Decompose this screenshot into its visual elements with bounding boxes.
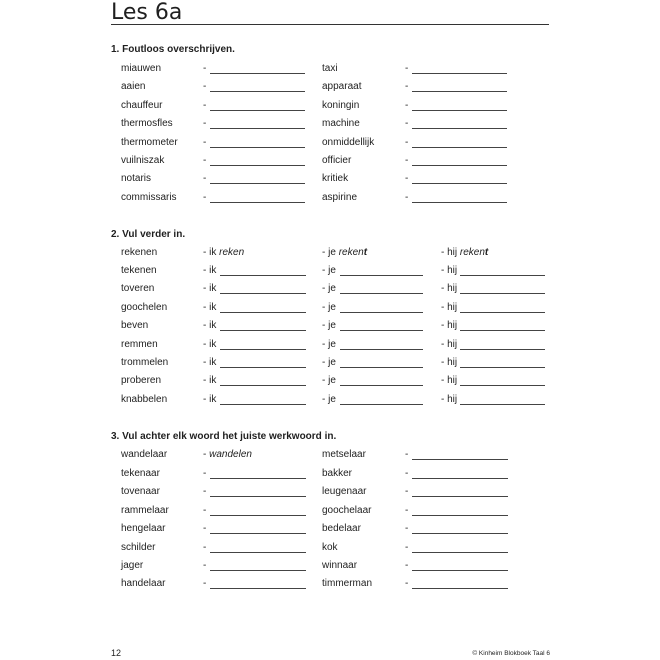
answer-line-left[interactable] [210,588,306,589]
conjugation-row [0,320,660,334]
word-right: officier [322,155,352,166]
pronoun: - hij [441,393,458,405]
noun-left: handelaar [121,578,166,590]
verb: beven [121,320,149,332]
noun-row [0,542,660,556]
pronoun: - je [322,393,336,405]
answer-line[interactable] [460,275,545,276]
dash: - [405,504,409,516]
example-je-answer [339,247,367,258]
verb: toveren [121,283,155,295]
section-3-heading: 3. Vul achter elk woord het juiste werkwoord in. [111,431,337,442]
answer-line-left[interactable] [210,533,306,534]
copy-row [0,137,660,151]
example-ik-pronoun: - ik [203,247,217,258]
dash: - [405,81,409,93]
dash: - [405,541,409,553]
noun-row [0,560,660,574]
pronoun: - ik [203,265,217,276]
conjugation-row [0,302,660,316]
pronoun: - hij [441,265,458,276]
dash: - [203,155,207,166]
dash: - [203,468,207,479]
conjugation-row [0,339,660,353]
example-je-pronoun: - je [322,247,336,258]
dash: - [203,136,207,148]
dash: - [203,99,207,111]
answer-line[interactable] [460,312,545,313]
dash: - [405,136,409,148]
dash: - [203,541,207,553]
verb: remmen [121,338,158,350]
word-left: commissaris [121,191,177,203]
word-right: kritiek [322,173,349,185]
noun-row [0,523,660,537]
noun-right: leugenaar [322,486,367,498]
answer-line[interactable] [340,367,423,368]
pronoun: - hij [441,375,458,387]
pronoun: - hij [441,320,458,332]
answer-line[interactable] [340,293,423,294]
word-right: taxi [322,63,338,74]
dash: - [203,118,207,130]
dash: - [203,578,207,590]
pronoun: - ik [203,283,217,295]
word-left: thermometer [121,136,178,148]
example-je [322,247,367,259]
answer-line-right[interactable] [412,147,507,148]
copy-row [0,118,660,132]
answer-line[interactable] [220,349,306,350]
dash: - [405,523,409,535]
dash: - [203,486,207,498]
dash: - [405,560,409,571]
pronoun: - je [322,283,336,295]
dash: - [405,191,409,203]
dash: - [405,173,409,185]
example-noun: wandelaar [121,449,168,460]
answer-line-right[interactable] [412,533,508,534]
section-1-heading: 1. Foutloos overschrijven. [111,44,235,55]
noun-right: kok [322,541,338,553]
answer-line[interactable] [412,459,508,460]
answer-line-left[interactable] [210,73,305,74]
answer-line[interactable] [340,275,423,276]
section-3-example-row [0,449,660,463]
noun-left: rammelaar [121,504,169,516]
conjugation-row [0,357,660,371]
word-left: chauffeur [121,99,163,111]
answer-line-right[interactable] [412,570,508,571]
answer-line[interactable] [340,349,423,350]
conjugation-row [0,394,660,408]
word-right: apparaat [322,81,362,93]
copy-row [0,192,660,206]
noun-right: timmerman [322,578,373,590]
example-hij-answer-stem: reken [459,247,485,258]
pronoun: - je [322,338,336,350]
example-hij-answer-ending: t [484,247,489,258]
dash: - [405,155,409,166]
page-title: Les 6a [111,0,183,25]
answer-line[interactable] [220,404,306,405]
example-hij-answer [460,247,488,258]
dash: - [203,173,207,185]
pronoun: - je [322,375,336,387]
example-hij [441,247,488,259]
pronoun: - ik [203,338,217,350]
answer-line-right[interactable] [412,515,508,516]
answer-line[interactable] [340,404,423,405]
verb: knabbelen [121,393,168,405]
copy-row [0,81,660,95]
answer-line-right[interactable] [412,165,507,166]
pronoun: - hij [441,283,458,295]
page-number: 12 [111,648,122,658]
noun-left: schilder [121,541,156,553]
dash: - [405,99,409,111]
example-ik-answer: reken [219,247,245,258]
answer-line-left[interactable] [210,202,305,203]
verb: proberen [121,375,162,387]
verb: tekenen [121,265,157,276]
dash: - [405,449,409,460]
answer-line[interactable] [460,293,545,294]
pronoun: - ik [203,357,217,368]
answer-line[interactable] [340,312,423,313]
noun-row [0,505,660,519]
verb: trommelen [121,357,169,368]
noun-right: bakker [322,468,353,479]
dash: - [203,63,207,74]
answer-line[interactable] [340,330,423,331]
answer-line[interactable] [460,349,545,350]
dash: - [203,504,207,516]
word-left: vuilniszak [121,155,165,166]
pronoun: - hij [441,357,458,368]
pronoun: - ik [203,301,217,313]
word-right: machine [322,118,360,130]
noun-right: goochelaar [322,504,372,516]
section-2-heading: 2. Vul verder in. [111,229,186,240]
answer-line-right[interactable] [412,496,508,497]
example-answer [203,449,252,461]
dash: - [203,191,207,203]
example-right-noun: metselaar [322,449,366,460]
answer-line[interactable] [220,293,306,294]
answer-line-right[interactable] [412,202,507,203]
section-2-example-row [0,247,660,261]
answer-line-left[interactable] [210,128,305,129]
answer-line-left[interactable] [210,110,305,111]
copy-row [0,155,660,169]
example-verb: rekenen [121,247,158,258]
noun-left: tekenaar [121,468,160,479]
pronoun: - ik [203,375,217,387]
dash: - [405,118,409,130]
noun-right: bedelaar [322,523,361,535]
verb: goochelen [121,301,168,313]
answer-line-left[interactable] [210,570,306,571]
noun-left: hengelaar [121,523,166,535]
answer-line-right[interactable] [412,478,508,479]
pronoun: - hij [441,301,458,313]
answer-line-right[interactable] [412,128,507,129]
answer-line[interactable] [460,330,545,331]
dash: - [405,486,409,498]
answer-line-left[interactable] [210,147,305,148]
answer-line[interactable] [220,385,306,386]
answer-line-left[interactable] [210,552,306,553]
pronoun: - je [322,265,336,276]
answer-line-left[interactable] [210,496,306,497]
example-ik [203,247,244,259]
example-hij-pronoun: - hij [441,247,458,258]
answer-line[interactable] [220,312,306,313]
noun-row [0,486,660,500]
answer-line-left[interactable] [210,165,305,166]
example-je-answer-stem: reken [338,247,364,258]
dash: - [203,560,207,571]
answer-line[interactable] [220,275,306,276]
pronoun: - ik [203,320,217,332]
dash: - [405,468,409,479]
answer-line-right[interactable] [412,588,508,589]
pronoun: - je [322,301,336,313]
word-left: thermosfles [121,118,173,130]
answer-line-right[interactable] [412,183,507,184]
pronoun: - ik [203,393,217,405]
noun-row [0,468,660,482]
answer-line-right[interactable] [412,91,507,92]
footer-credit: © Kinheim Blokboek Taal 6 [472,650,550,657]
answer-line-left[interactable] [210,478,306,479]
dash: - [203,523,207,535]
answer-line[interactable] [340,385,423,386]
answer-line-right[interactable] [412,110,507,111]
copy-row [0,100,660,114]
answer-line-right[interactable] [412,552,508,553]
word-left: notaris [121,173,152,185]
title-rule [111,24,549,25]
answer-line-left[interactable] [210,515,306,516]
dash: - [203,81,207,93]
word-right: aspirine [322,191,358,203]
copy-row [0,63,660,77]
example-je-answer-ending: t [363,247,368,258]
word-right: onmiddellijk [322,136,375,148]
answer-line[interactable] [460,367,545,368]
word-right: koningin [322,99,360,111]
noun-right: winnaar [322,560,358,571]
answer-line[interactable] [220,367,306,368]
word-left: aaien [121,81,146,93]
pronoun: - je [322,357,336,368]
word-left: miauwen [121,63,162,74]
noun-left: tovenaar [121,486,160,498]
answer-line-left[interactable] [210,91,305,92]
noun-row [0,578,660,592]
conjugation-row [0,375,660,389]
answer-line-left[interactable] [210,183,305,184]
pronoun: - je [322,320,336,332]
conjugation-row [0,265,660,279]
example-answer-text: wandelen [209,449,252,460]
copy-row [0,173,660,187]
example-dash: - [203,449,207,460]
answer-line[interactable] [460,404,545,405]
answer-line[interactable] [220,330,306,331]
pronoun: - hij [441,338,458,350]
answer-line[interactable] [460,385,545,386]
answer-line-right[interactable] [412,73,507,74]
dash: - [405,578,409,590]
dash: - [405,63,409,74]
noun-left: jager [121,560,144,571]
conjugation-row [0,283,660,297]
